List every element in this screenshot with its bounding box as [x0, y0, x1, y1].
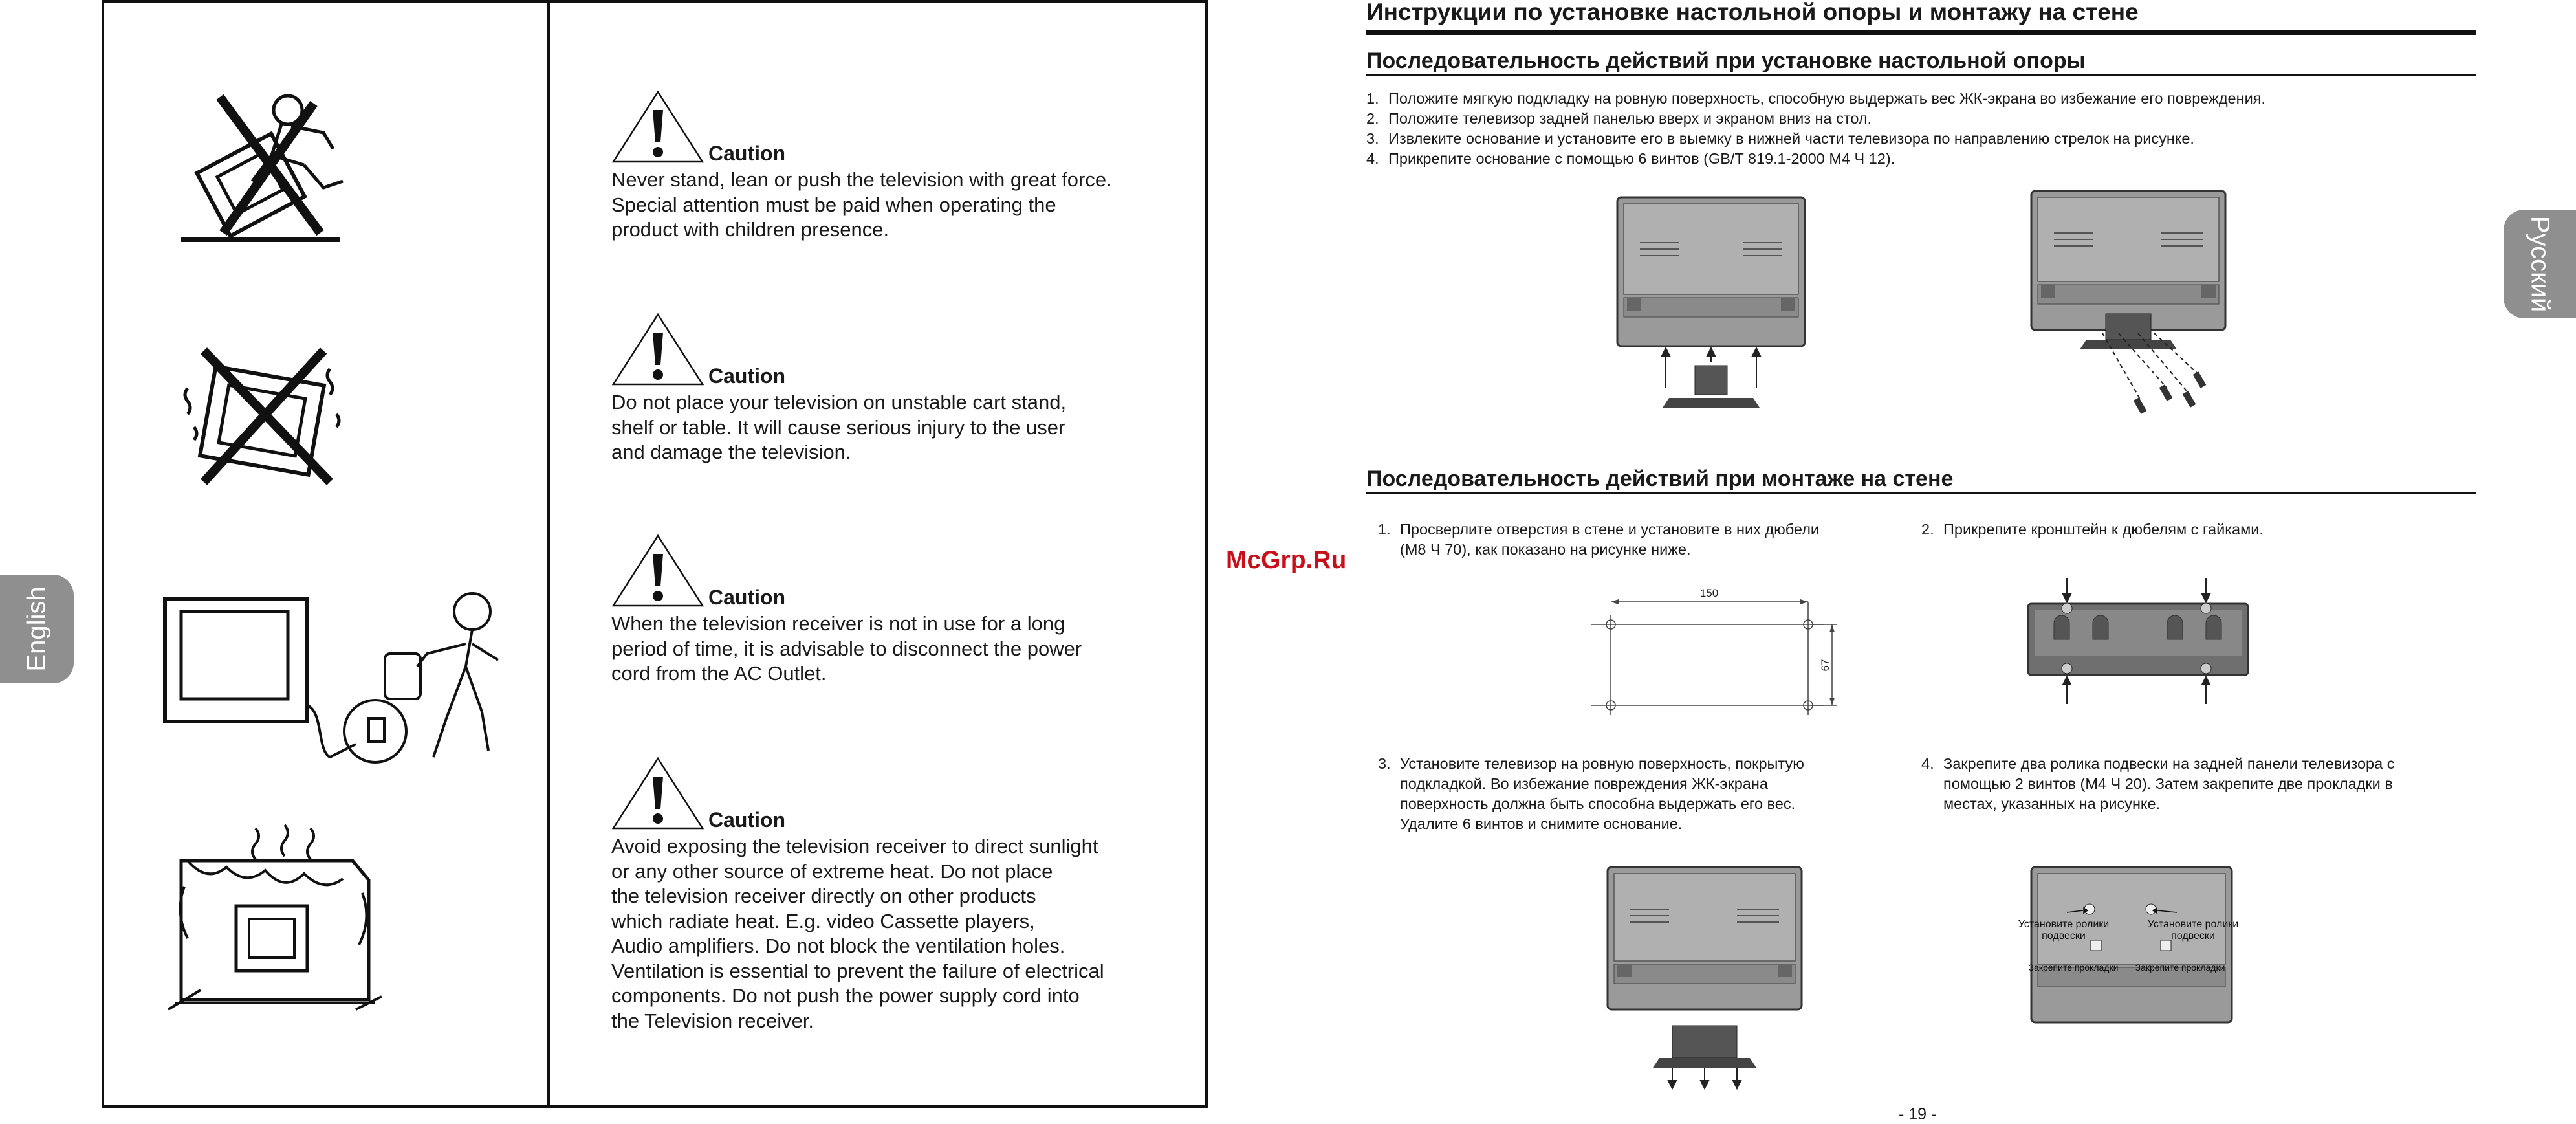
caution-line: the Television receiver.: [611, 1009, 814, 1032]
wall-step-2: [1921, 520, 2264, 540]
tv-heat-illustration: [162, 815, 395, 1022]
step-number: 3.: [1366, 130, 1379, 147]
caution-label: Caution: [708, 586, 786, 609]
step-line: (M8 Ч 70), как показано на рисунке ниже.: [1400, 541, 1691, 558]
step-line: Удалите 6 винтов и снимите основание.: [1400, 815, 1683, 832]
dimension-width-label: 150: [1699, 587, 1719, 599]
list-item: [1366, 89, 2265, 109]
watermark-link[interactable]: McGrp.Ru: [1226, 546, 1347, 574]
step-number: 3.: [1378, 755, 1391, 772]
caution-text: [611, 834, 1155, 1033]
column-divider: [547, 3, 550, 1105]
unplug-tv-illustration: [162, 582, 524, 770]
child-pushing-tv-illustration: [175, 78, 375, 246]
step-text: Положите телевизор задней панелью вверх и экраном вниз на стол.: [1388, 110, 1872, 127]
roller-label-right-line2: подвески: [2171, 931, 2215, 942]
english-tab-label: English: [22, 586, 51, 672]
caution-block-1: [611, 89, 1155, 243]
caution-text: [611, 612, 1155, 687]
list-item: [1366, 149, 2265, 169]
caution-line: components. Do not push the power supply cord into: [611, 984, 1080, 1007]
caution-line: Audio amplifiers. Do not block the ventilation holes.: [611, 934, 1065, 957]
rollers-spacers-diagram: [2018, 864, 2239, 1026]
step-text: Извлеките основание и установите его в выемку в нижней части телевизора по направлению стрелок на рисунке.: [1388, 130, 2194, 147]
caution-line: Avoid exposing the television receiver to direct sunlight: [611, 835, 1098, 857]
spacer-label-left: Закрепите прокладки: [2028, 962, 2119, 973]
stand-steps-list: [1366, 89, 2265, 169]
roller-label-left-line2: подвески: [2042, 931, 2086, 942]
unstable-tv-illustration: [178, 343, 346, 492]
caution-label: Caution: [708, 142, 786, 165]
step-line: Закрепите два ролика подвески на задней панели телевизора с: [1943, 755, 2395, 772]
dimension-height-label: 67: [1819, 659, 1831, 672]
step-text: Прикрепите основание с помощью 6 винтов (GB/T 819.1-2000 M4 Ч 12).: [1388, 150, 1895, 167]
caution-text: [611, 390, 1155, 465]
wall-section-title: Последовательность действий при монтаже на стене: [1366, 466, 2476, 494]
caution-triangle-icon: [611, 312, 705, 386]
russian-language-tab[interactable]: [2504, 210, 2576, 318]
remove-base-diagram: [1604, 864, 1805, 1090]
wall-bracket-diagram: [2022, 575, 2254, 707]
caution-line: product with children presence.: [611, 218, 890, 241]
step-line: помощью 2 винтов (M4 Ч 20). Затем закрепите две прокладки в: [1943, 775, 2393, 792]
caution-line: Never stand, lean or push the television with great force.: [611, 168, 1112, 191]
wall-step-1: [1378, 520, 1819, 560]
caution-line: Ventilation is essential to prevent the failure of electrical: [611, 959, 1104, 982]
step-number: 4.: [1921, 755, 1934, 772]
step-line: подкладкой. Во избежание повреждения ЖК-экрана: [1400, 775, 1768, 792]
caution-block-2: [611, 312, 1155, 465]
list-item: [1366, 109, 2265, 129]
page-number: - 19 -: [1899, 1105, 1937, 1123]
drill-holes-diagram: [1591, 582, 1850, 718]
step-line: поверхность должна быть способна выдержать его вес.: [1400, 795, 1796, 812]
caution-block-4: [611, 756, 1155, 1033]
english-language-tab[interactable]: [0, 575, 74, 683]
caution-line: which radiate heat. E.g. video Cassette players,: [611, 909, 1035, 932]
step-line: Прикрепите кронштейн к дюбелям с гайками.: [1943, 521, 2264, 538]
caution-triangle-icon: [611, 756, 705, 830]
caution-triangle-icon: [611, 533, 705, 608]
caution-line: cord from the AC Outlet.: [611, 662, 827, 685]
step-number: 2.: [1921, 521, 1934, 538]
caution-line: or any other source of extreme heat. Do not place: [611, 859, 1053, 883]
step-number: 4.: [1366, 150, 1379, 167]
step-line: местах, указанных на рисунке.: [1943, 795, 2161, 812]
caution-line: the television receiver directly on other products: [611, 885, 1036, 907]
caution-line: shelf or table. It will cause serious injury to the user: [611, 415, 1065, 439]
step-number: 2.: [1366, 110, 1379, 127]
roller-label-left: Установите ролики: [2018, 919, 2110, 930]
roller-label-right: Установите ролики: [2147, 919, 2239, 930]
caution-block-3: [611, 533, 1155, 687]
wall-step-3: [1378, 754, 1804, 834]
step-number: 1.: [1366, 90, 1379, 107]
caution-label: Caution: [708, 808, 786, 832]
step-line: Просверлите отверстия в стене и установите в них дюбели: [1400, 521, 1820, 538]
caution-text: [611, 168, 1155, 243]
step-number: 1.: [1378, 521, 1391, 538]
step-line: Установите телевизор на ровную поверхность, покрытую: [1400, 755, 1804, 772]
caution-triangle-icon: [611, 89, 705, 164]
stand-insert-diagram: [1614, 194, 1808, 414]
stand-screws-diagram: [2028, 188, 2229, 424]
stand-section-title: Последовательность действий при установке настольной опоры: [1366, 48, 2476, 76]
page-title: Инструкции по установке настольной опоры и монтажу на стене: [1366, 0, 2476, 35]
caution-line: period of time, it is advisable to disconnect the power: [611, 637, 1082, 660]
caution-label: Caution: [708, 364, 786, 388]
caution-line: Do not place your television on unstable cart stand,: [611, 391, 1067, 413]
wall-step-4: [1921, 754, 2394, 814]
russian-tab-label: Русский: [2526, 215, 2555, 313]
spacer-label-right: Закрепите прокладки: [2135, 962, 2225, 973]
caution-line: and damage the television.: [611, 441, 851, 463]
caution-line: Special attention must be paid when operating the: [611, 193, 1056, 216]
step-text: Положите мягкую подкладку на ровную поверхность, способную выдержать вес ЖК-экрана во избежание его повреждения.: [1388, 90, 2265, 107]
caution-line: When the television receiver is not in use for a long: [611, 612, 1065, 635]
list-item: [1366, 129, 2265, 149]
